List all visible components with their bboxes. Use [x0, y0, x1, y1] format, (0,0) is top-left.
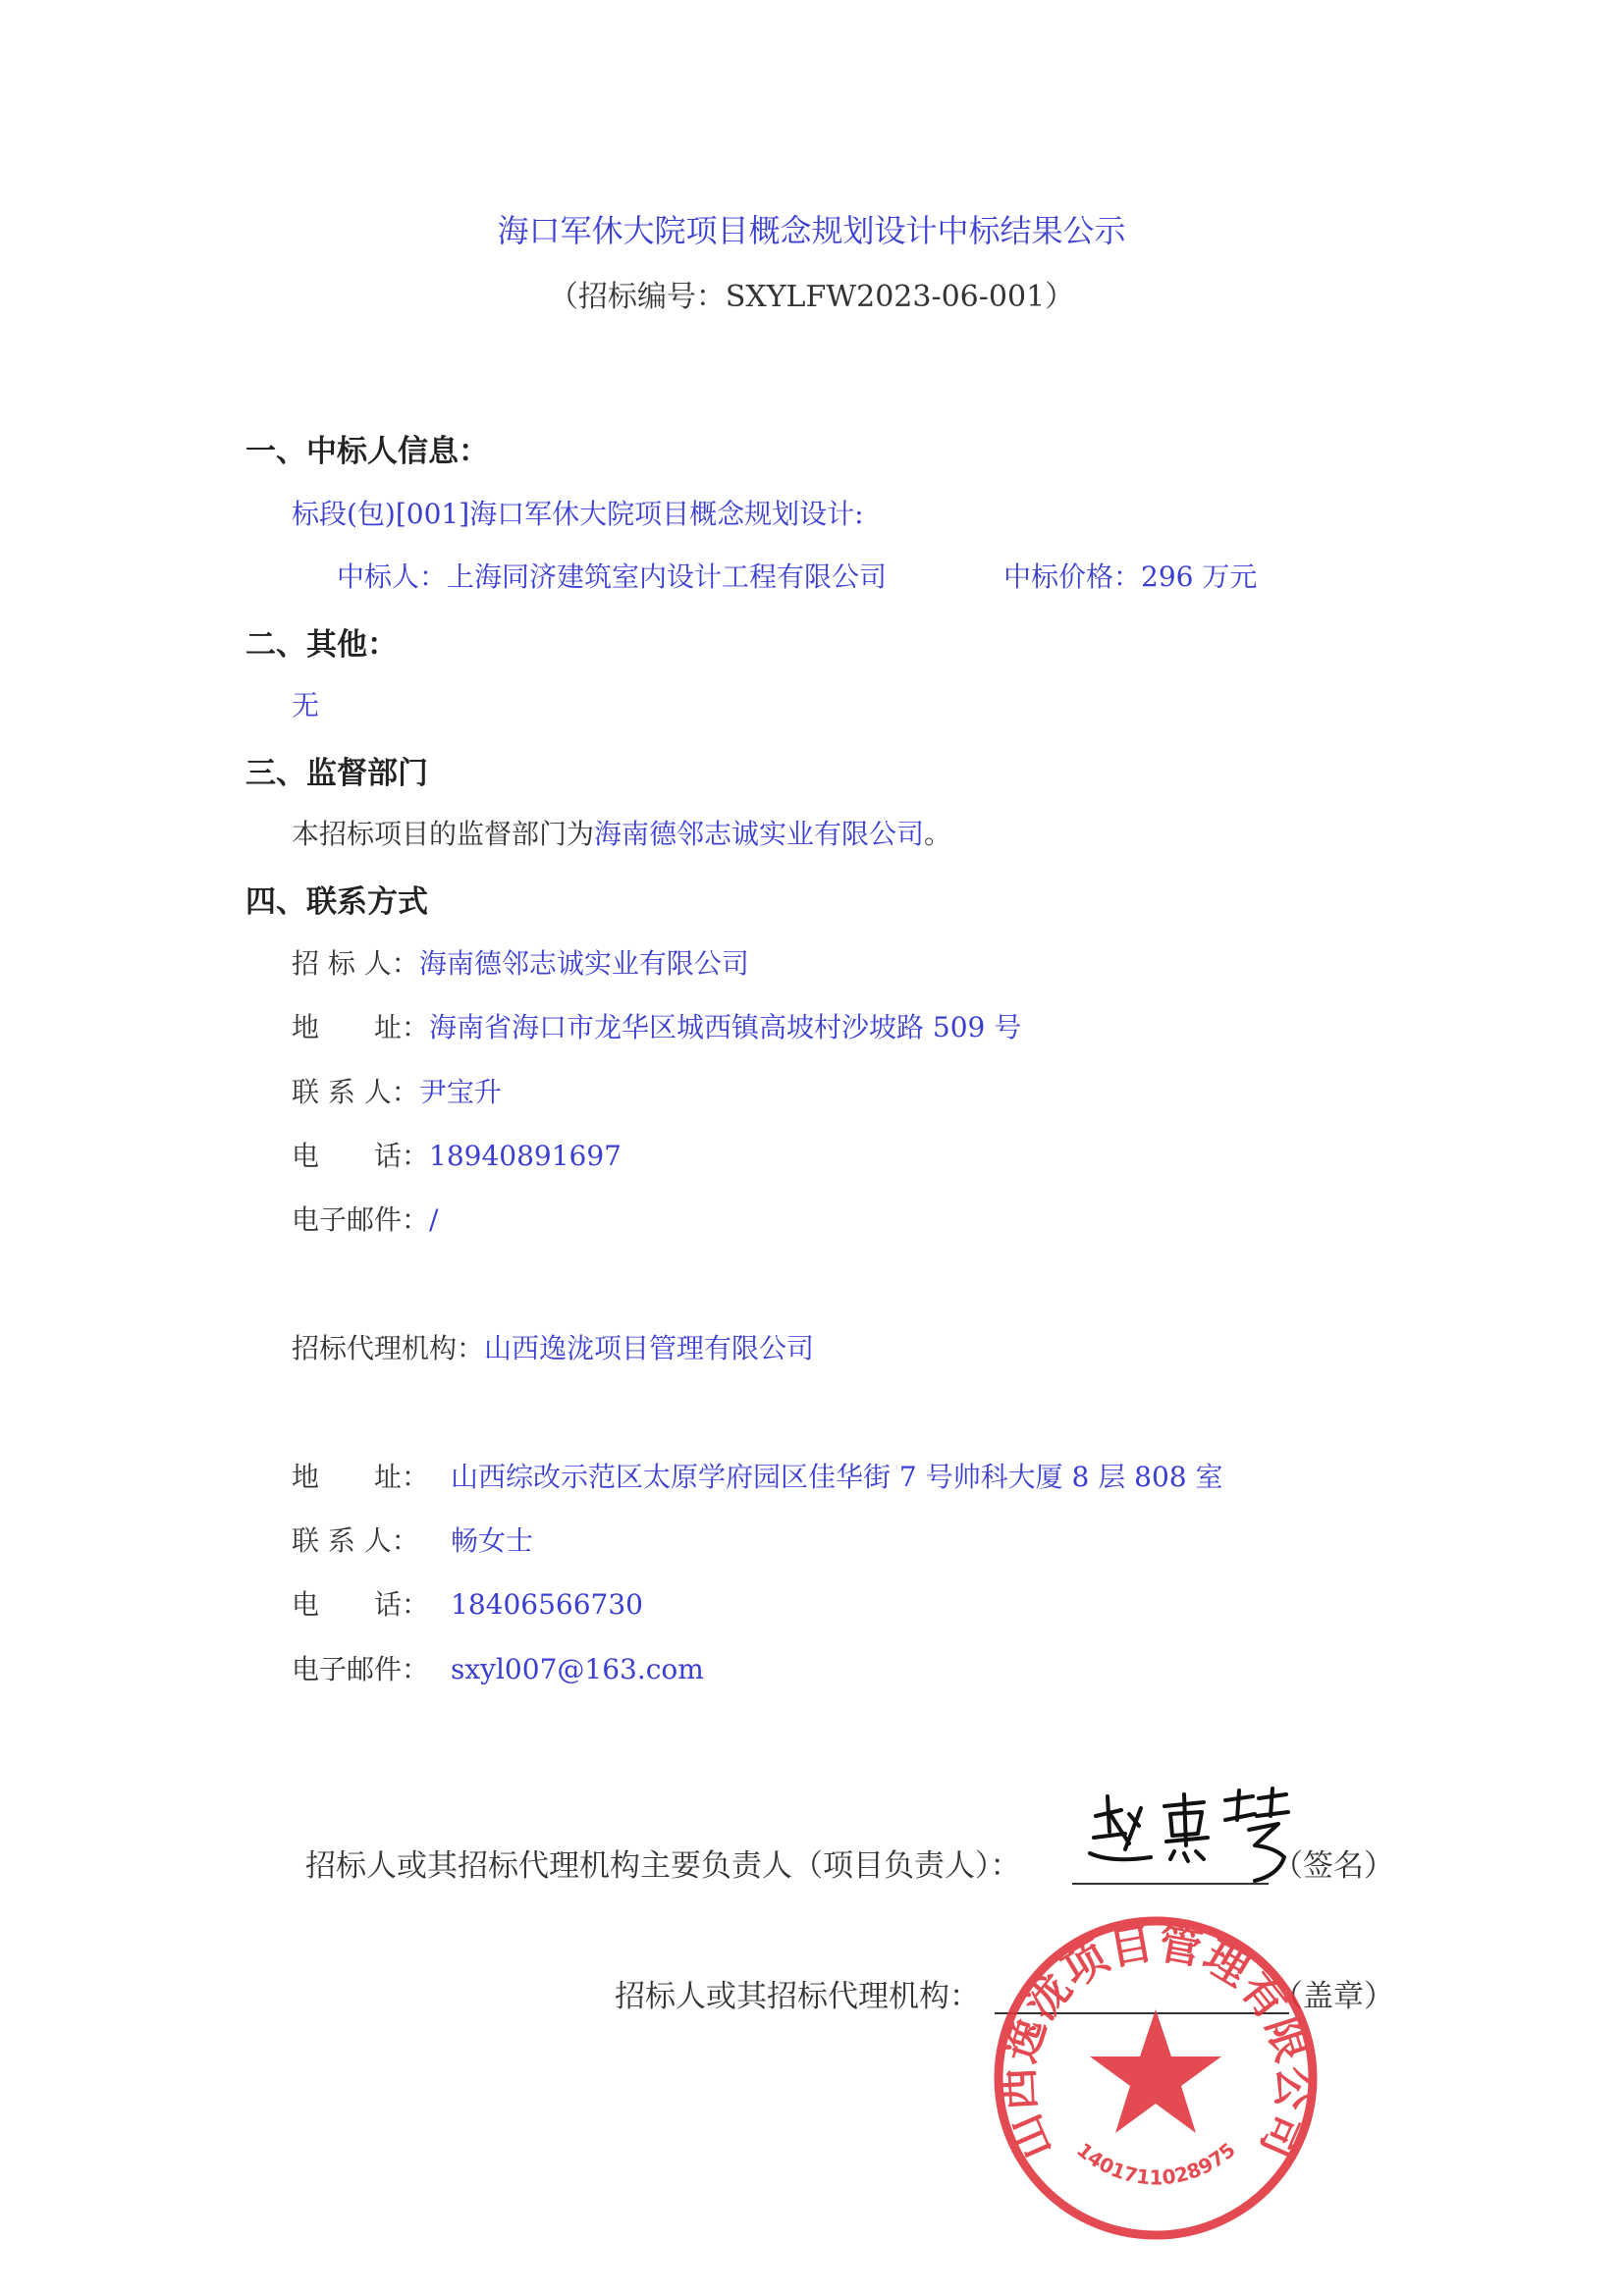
agency-name-row: [292, 1327, 814, 1366]
org-label: 招标人或其招标代理机构：: [615, 1979, 980, 2014]
agency-address-row: [292, 1456, 1222, 1495]
sign-suffix: （签名）: [1272, 1848, 1394, 1884]
tenderer-email-value: /: [429, 1203, 439, 1236]
section-winner-heading: 一、中标人信息：: [245, 434, 489, 469]
other-value: 无: [292, 689, 320, 721]
agency-email-row: [292, 1648, 704, 1687]
tender-number: （招标编号：SXYLFW2023-06-001）: [548, 280, 1075, 314]
tenderer-contact-label: 联 系 人：: [292, 1076, 419, 1108]
agency-phone-label: 电 话：: [292, 1588, 430, 1621]
agency-email-value: sxyl007@163.com: [451, 1653, 704, 1685]
svg-text:1401711028975: [1072, 2138, 1240, 2189]
star-icon: [1090, 2009, 1221, 2133]
section-supervision-heading: 三、监督部门: [245, 756, 428, 791]
winner-label: 中标人：: [337, 561, 448, 593]
supervision-prefix: 本招标项目的监督部门为: [292, 818, 595, 850]
agency-contact-row: [292, 1520, 533, 1559]
tenderer-contact-row: [292, 1071, 502, 1110]
tenderer-email-row: [292, 1199, 438, 1238]
price-label: 中标价格：: [1003, 561, 1142, 593]
agency-name-value: 山西逸泷项目管理有限公司: [484, 1332, 815, 1364]
tenderer-contact-value: 尹宝升: [418, 1076, 502, 1108]
tenderer-phone-row: [292, 1135, 622, 1174]
supervision-line: [292, 813, 951, 852]
seal-org-text: 山西逸泷项目管理有限公司: [993, 1918, 1320, 2167]
price-value: 296 万元: [1141, 561, 1258, 593]
handwritten-signature: [1082, 1787, 1298, 1895]
section-contact-heading: 四、联系方式: [245, 884, 428, 920]
agency-contact-label: 联 系 人：: [292, 1524, 419, 1557]
tenderer-phone-value: 18940891697: [429, 1140, 622, 1172]
price-row: [1003, 556, 1257, 595]
tenderer-address-row: [292, 1006, 1021, 1045]
agency-address-label: 地 址：: [292, 1461, 430, 1493]
section-other-heading: 二、其他：: [245, 627, 398, 663]
seal-suffix: （盖章）: [1272, 1979, 1394, 2014]
agency-address-value: 山西综改示范区太原学府园区佳华街 7 号帅科大厦 8 层 808 室: [451, 1461, 1223, 1493]
seal-code: 1401711028975: [1072, 2137, 1240, 2190]
tenderer-name-value: 海南德邻志诚实业有限公司: [418, 947, 749, 980]
tenderer-address-label: 地 址：: [292, 1011, 430, 1043]
tenderer-phone-label: 电 话：: [292, 1140, 430, 1172]
supervision-suffix: 。: [924, 818, 952, 850]
supervision-value: 海南德邻志诚实业有限公司: [594, 818, 925, 850]
tenderer-name-row: [292, 942, 749, 982]
tenderer-name-label: 招 标 人：: [292, 947, 419, 980]
agency-name-label: 招标代理机构：: [292, 1332, 485, 1364]
tenderer-email-label: 电子邮件：: [292, 1203, 430, 1236]
company-seal: [987, 1909, 1325, 2248]
agency-phone-value: 18406566730: [451, 1588, 643, 1621]
principal-label: 招标人或其招标代理机构主要负责人（项目负责人）：: [305, 1848, 1021, 1884]
agency-contact-value: 畅女士: [451, 1524, 534, 1557]
winner-row: [337, 556, 887, 595]
document-title: 海口军休大院项目概念规划设计中标结果公示: [497, 212, 1126, 249]
lot-line: 标段(包)[001]海口军休大院项目概念规划设计:: [292, 498, 864, 530]
agency-email-label: 电子邮件：: [292, 1653, 430, 1685]
tenderer-address-value: 海南省海口市龙华区城西镇高坡村沙坡路 509 号: [429, 1011, 1022, 1043]
winner-value: 上海同济建筑室内设计工程有限公司: [447, 561, 888, 593]
agency-phone-row: [292, 1583, 643, 1623]
